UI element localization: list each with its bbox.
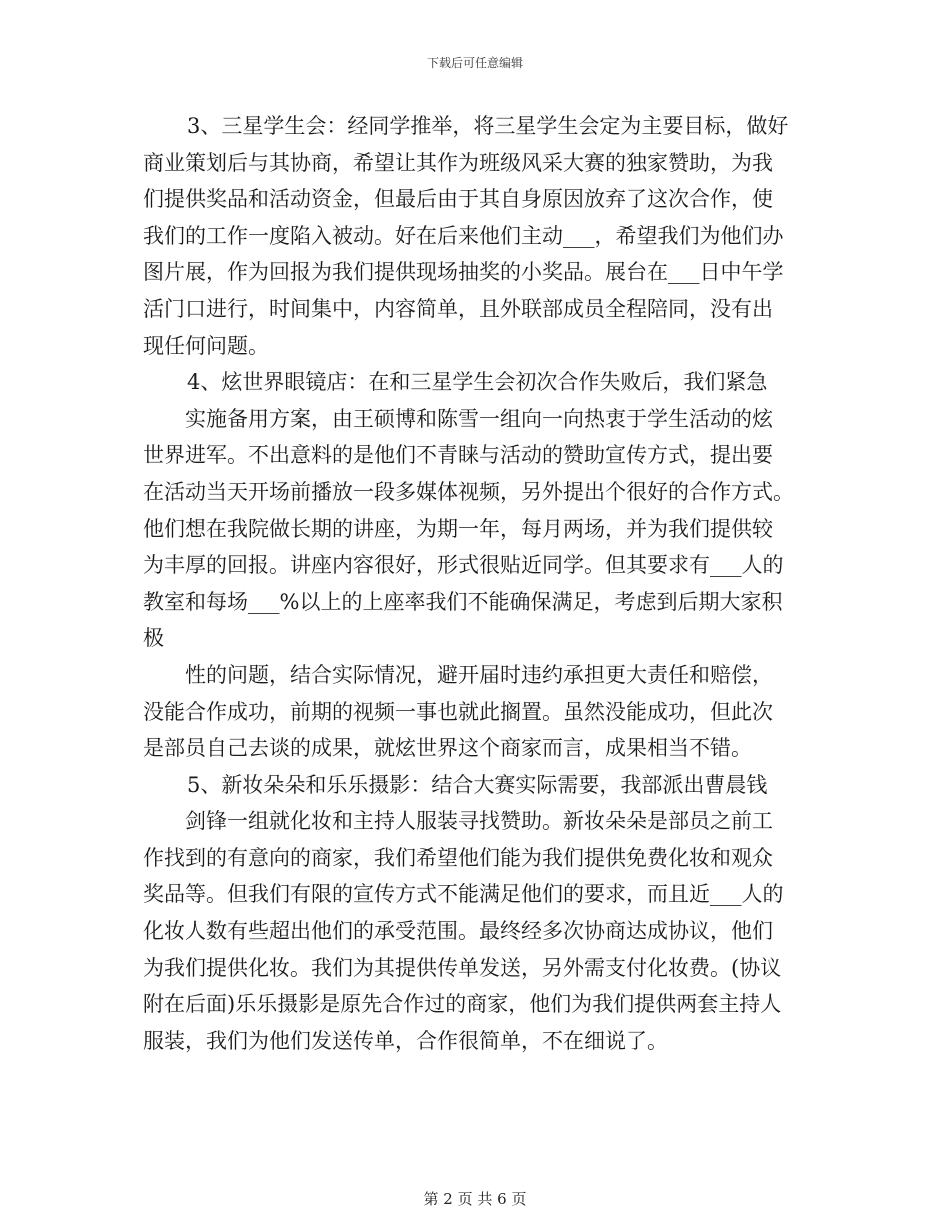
text-line: 4、炫世界眼镜店：在和三星学生会初次合作失败后，我们紧急 bbox=[187, 370, 768, 395]
text-line: 世界进军。不出意料的是他们不青睐与活动的赞助宣传方式，提出要 bbox=[143, 443, 773, 468]
page-footer: 第 2 页 共 6 页 bbox=[423, 1190, 527, 1208]
text-line: 奖品等。但我们有限的宣传方式不能满足他们的要求，而且近___人的 bbox=[143, 882, 784, 907]
text-line: 服装，我们为他们发送传单，合作很简单，不在细说了。 bbox=[143, 1028, 668, 1053]
text-line: 为我们提供化妆。我们为其提供传单发送，另外需支付化妆费。(协议 bbox=[143, 955, 782, 980]
text-line: 实施备用方案，由王硕博和陈雪一组向一向热衷于学生活动的炫 bbox=[185, 406, 773, 431]
text-line: 是部员自己去谈的成果，就炫世界这个商家而言，成果相当不错。 bbox=[143, 736, 752, 761]
text-line: 们提供奖品和活动资金，但最后由于其自身原因放弃了这次合作，使 bbox=[143, 187, 773, 212]
page-header: 下载后可任意编辑 bbox=[426, 56, 523, 70]
text-line: 教室和每场___%以上的上座率我们不能确保满足，考虑到后期大家积 bbox=[143, 589, 783, 614]
text-line: 附在后面)乐乐摄影是原先合作过的商家，他们为我们提供两套主持人 bbox=[143, 992, 782, 1017]
text-line: 剑锋一组就化妆和主持人服装寻找赞助。新妆朵朵是部员之前工 bbox=[185, 809, 773, 834]
text-line: 没能合作成功，前期的视频一事也就此搁置。虽然没能成功，但此次 bbox=[143, 699, 773, 724]
text-line: 他们想在我院做长期的讲座，为期一年，每月两场，并为我们提供较 bbox=[143, 516, 773, 541]
text-line: 5、新妆朵朵和乐乐摄影：结合大赛实际需要，我部派出曹晨钱 bbox=[187, 772, 768, 797]
document-body bbox=[143, 108, 813, 1059]
text-line: 化妆人数有些超出他们的承受范围。最终经多次协商达成协议，他们 bbox=[143, 919, 773, 944]
text-line: 作找到的有意向的商家，我们希望他们能为我们提供免费化妆和观众 bbox=[143, 845, 773, 870]
text-line: 现任何问题。 bbox=[143, 333, 269, 358]
text-line: 极 bbox=[143, 626, 164, 651]
text-line: 商业策划后与其协商，希望让其作为班级风采大赛的独家赞助，为我 bbox=[143, 150, 773, 175]
text-line: 图片展，作为回报为我们提供现场抽奖的小奖品。展台在___日中午学 bbox=[143, 260, 784, 285]
text-line: 3、三星学生会：经同学推举，将三星学生会定为主要目标，做好 bbox=[187, 114, 789, 138]
text-line: 性的问题，结合实际情况，避开届时违约承担更大责任和赔偿， bbox=[185, 662, 773, 687]
text-line: 活门口进行，时间集中，内容简单，且外联部成员全程陪同，没有出 bbox=[143, 296, 773, 321]
text-line: 我们的工作一度陷入被动。好在后来他们主动___，希望我们为他们办 bbox=[143, 223, 784, 248]
text-line: 为丰厚的回报。讲座内容很好，形式很贴近同学。但其要求有___人的 bbox=[143, 553, 784, 578]
text-line: 在活动当天开场前播放一段多媒体视频，另外提出个很好的合作方式。 bbox=[143, 479, 794, 504]
